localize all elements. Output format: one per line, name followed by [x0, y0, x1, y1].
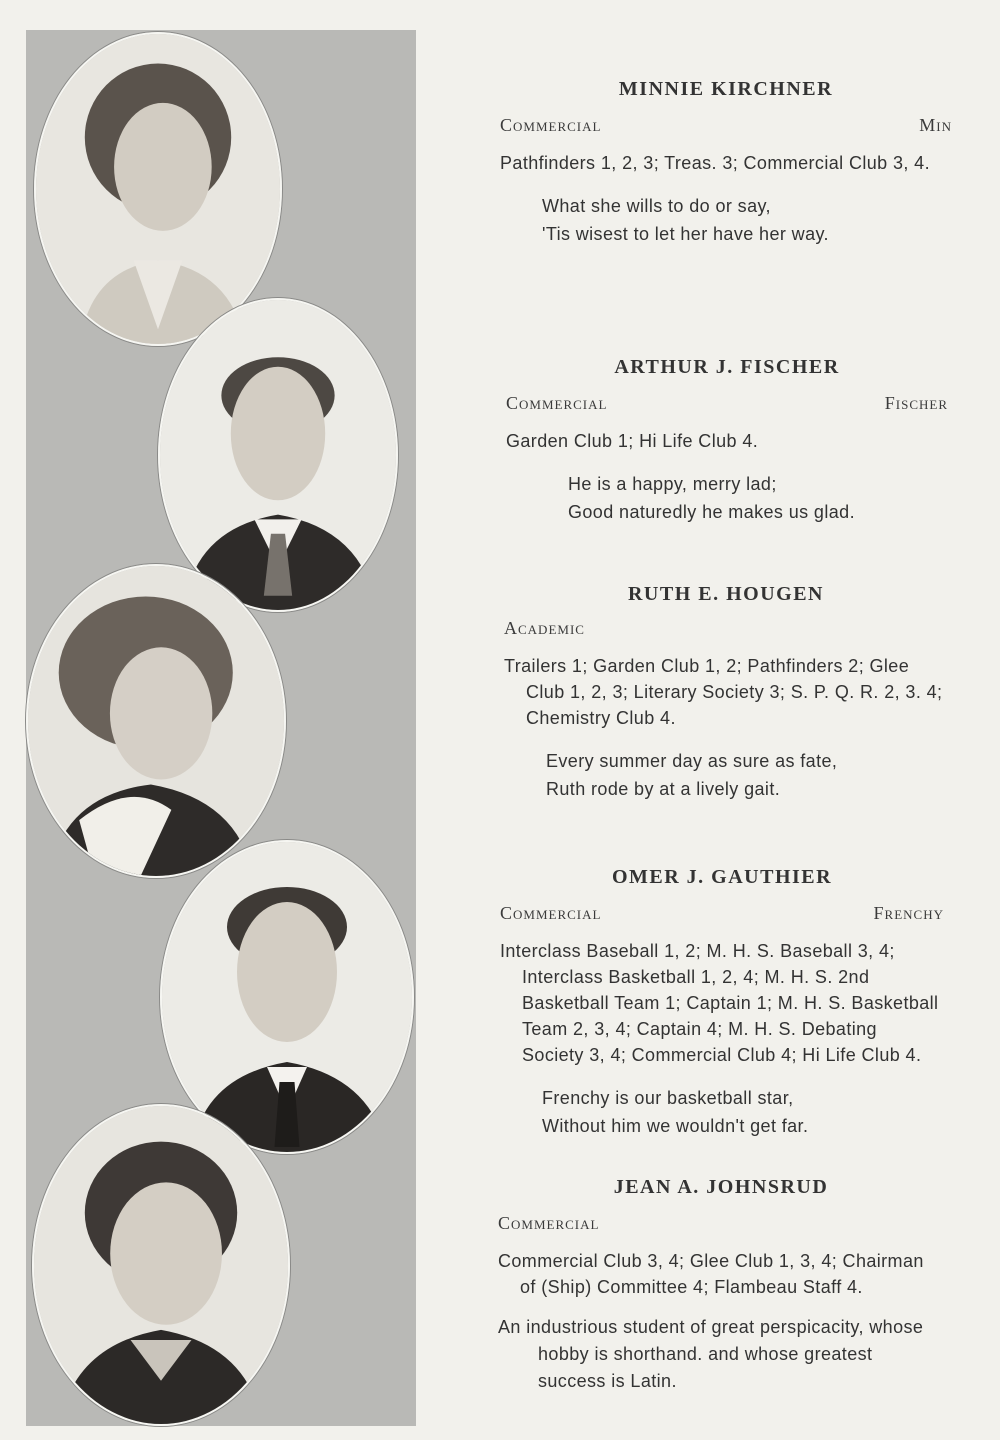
course-label: Commercial	[500, 115, 602, 135]
portrait-photo	[160, 840, 414, 1154]
nickname-label: Min	[919, 115, 952, 135]
portrait-photo	[32, 1104, 290, 1426]
verse-line: Without him we wouldn't get far.	[542, 1116, 809, 1136]
verse	[506, 470, 948, 526]
activities-text: Commercial Club 3, 4; Glee Club 1, 3, 4; Chairman of (Ship) Committee 4; Flambeau Staff 4.	[498, 1251, 924, 1297]
nickname-label: Frenchy	[873, 903, 944, 923]
student-name: JEAN A. JOHNSRUD	[613, 1176, 829, 1198]
photo-strip	[26, 30, 416, 1426]
verse	[504, 747, 948, 803]
portrait-photo	[34, 32, 282, 346]
entry-meta	[500, 115, 952, 136]
nickname-label: Fischer	[884, 393, 948, 413]
verse	[500, 192, 952, 248]
student-name: RUTH E. HOUGEN	[627, 583, 825, 605]
entry-meta	[500, 903, 944, 924]
verse-line: He is a happy, merry lad;	[568, 474, 777, 494]
verse-line: Every summer day as sure as fate,	[546, 751, 838, 771]
student-name: MINNIE KIRCHNER	[618, 78, 834, 100]
activities-text: Pathfinders 1, 2, 3; Treas. 3; Commercial Club 3, 4.	[500, 153, 930, 173]
student-entry	[500, 78, 952, 248]
portrait-photo	[158, 298, 398, 612]
course-label: Commercial	[500, 903, 602, 923]
description-text: An industrious student of great perspicacity, whose hobby is shorthand. and whose greatest success is Latin.	[498, 1317, 924, 1391]
student-name: ARTHUR J. FISCHER	[614, 356, 840, 378]
course-label: Commercial	[506, 393, 608, 413]
verse-line: What she wills to do or say,	[542, 196, 771, 216]
portrait-photo	[26, 564, 286, 878]
verse	[500, 1084, 944, 1140]
activities-text: Interclass Baseball 1, 2; M. H. S. Baseball 3, 4; Interclass Basketball 1, 2, 4; M. H. S. 2nd Basketball Team 1; Captain 1; M. H. S. Basketball Team 2, 3, 4; Captain 4; M. H. S. Debating Society 3, 4; Commercial Club 4; Hi Life Club 4.	[500, 941, 939, 1065]
course-label: Academic	[504, 618, 585, 638]
course-label: Commercial	[498, 1213, 600, 1233]
entry-meta	[506, 393, 948, 414]
student-name: OMER J. GAUTHIER	[611, 866, 833, 888]
verse-line: 'Tis wisest to let her have her way.	[542, 224, 829, 244]
entry-meta	[498, 1213, 944, 1234]
student-entry	[504, 583, 948, 803]
verse-line: Frenchy is our basketball star,	[542, 1088, 794, 1108]
verse-line: Good naturedly he makes us glad.	[568, 502, 855, 522]
verse-line: Ruth rode by at a lively gait.	[546, 779, 781, 799]
activities-text: Garden Club 1; Hi Life Club 4.	[506, 431, 759, 451]
student-entry	[498, 1176, 944, 1395]
activities-text: Trailers 1; Garden Club 1, 2; Pathfinders 2; Glee Club 1, 2, 3; Literary Society 3; S. P. Q. R. 2, 3. 4; Chemistry Club 4.	[504, 656, 943, 728]
entry-meta	[504, 618, 948, 639]
student-entry	[506, 356, 948, 526]
student-entry	[500, 866, 944, 1140]
